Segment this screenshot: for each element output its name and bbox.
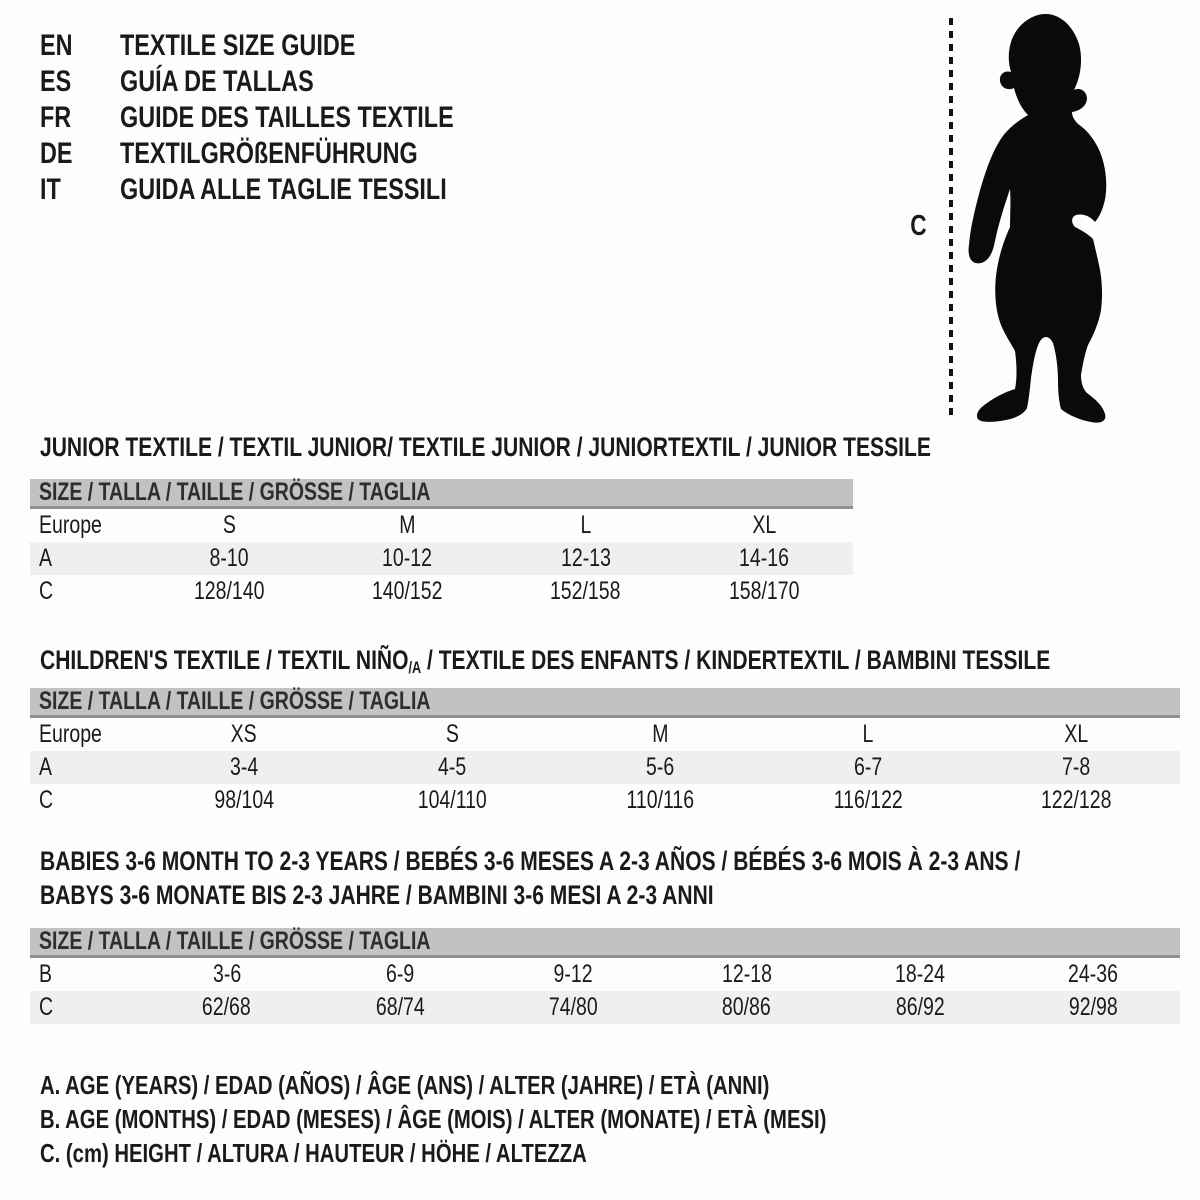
table-row (30, 509, 853, 542)
size-cell: XS (230, 720, 258, 748)
language-row-en (40, 28, 548, 64)
row-label: Europe (39, 720, 102, 748)
value-cell: 92/98 (1068, 993, 1118, 1021)
value-cell: 110/116 (626, 786, 694, 814)
size-cell: M (399, 511, 416, 539)
value-cell: 140/152 (372, 577, 443, 605)
guide-title-fr: GUIDE DES TAILLES TEXTILE (120, 101, 454, 134)
children-size-table (30, 688, 1180, 817)
height-measure-dashed-line (949, 18, 953, 416)
table-row (30, 991, 1180, 1024)
size-bar-label: SIZE / TALLA / TAILLE / GRÖSSE / TAGLIA (39, 687, 431, 715)
value-cell: 128/140 (193, 577, 265, 605)
value-cell: 122/128 (1040, 786, 1112, 814)
language-row-it (40, 172, 548, 208)
language-code: FR (40, 101, 72, 134)
value-cell: 3-4 (229, 753, 259, 781)
table-row (30, 542, 853, 575)
language-header (40, 28, 548, 208)
guide-title-it: GUIDA ALLE TAGLIE TESSILI (120, 173, 447, 206)
value-cell: 68/74 (375, 993, 425, 1021)
row-label: C (39, 993, 54, 1021)
legend-age-months: B. AGE (MONTHS) / EDAD (MESES) / ÂGE (MOIS) / ALTER (MONATE) / ETÀ (MESI) (40, 1103, 827, 1134)
size-bar-label: SIZE / TALLA / TAILLE / GRÖSSE / TAGLIA (39, 927, 431, 955)
height-measure-label: C (910, 210, 927, 242)
toddler-silhouette-icon (958, 12, 1140, 424)
value-cell: 5-6 (645, 753, 675, 781)
table-row (30, 575, 853, 608)
legend-age-years: A. AGE (YEARS) / EDAD (AÑOS) / ÂGE (ANS) / ALTER (JAHRE) / ETÀ (ANNI) (40, 1069, 770, 1100)
legend-height-cm: C. (cm) HEIGHT / ALTURA / HAUTEUR / HÖHE / ALTEZZA (40, 1137, 587, 1168)
language-row-de (40, 136, 548, 172)
size-cell: S (222, 511, 236, 539)
value-cell: 62/68 (202, 993, 252, 1021)
babies-section-title-line1: BABIES 3-6 MONTH TO 2-3 YEARS / BEBÉS 3-6 MESES A 2-3 AÑOS / BÉBÉS 3-6 MOIS À 2-3 ANS / (40, 846, 1021, 876)
value-cell: 12-13 (560, 544, 611, 572)
babies-size-table (30, 928, 1180, 1024)
value-cell: 8-10 (209, 544, 249, 572)
value-cell: 104/110 (417, 786, 487, 814)
junior-size-table (30, 479, 853, 608)
value-cell: 7-8 (1061, 753, 1091, 781)
size-cell: M (651, 720, 669, 748)
table-row (30, 718, 1180, 751)
row-label: C (39, 577, 54, 605)
children-section-title: CHILDREN'S TEXTILE / TEXTIL NIÑO/A / TEXTILE DES ENFANTS / KINDERTEXTIL / BAMBINI TESSILE (40, 645, 1051, 677)
table-row (30, 751, 1180, 784)
value-cell: 6-9 (385, 960, 415, 988)
value-cell: 116/122 (833, 786, 903, 814)
row-label: B (39, 960, 53, 988)
guide-title-en: TEXTILE SIZE GUIDE (120, 29, 356, 62)
row-label: Europe (39, 511, 102, 539)
size-bar-label: SIZE / TALLA / TAILLE / GRÖSSE / TAGLIA (39, 478, 431, 506)
language-code: IT (40, 173, 61, 206)
guide-title-es: GUÍA DE TALLAS (120, 65, 314, 98)
value-cell: 4-5 (437, 753, 467, 781)
value-cell: 10-12 (382, 544, 433, 572)
value-cell: 86/92 (895, 993, 945, 1021)
value-cell: 9-12 (553, 960, 593, 988)
value-cell: 12-18 (721, 960, 772, 988)
junior-section-title: JUNIOR TEXTILE / TEXTIL JUNIOR/ TEXTILE JUNIOR / JUNIORTEXTIL / JUNIOR TESSILE (40, 432, 931, 462)
value-cell: 158/170 (728, 577, 800, 605)
value-cell: 18-24 (895, 960, 945, 988)
guide-title-de: TEXTILGRÖßENFÜHRUNG (120, 137, 418, 170)
language-row-es (40, 64, 548, 100)
value-cell: 152/158 (550, 577, 621, 605)
value-cell: 3-6 (212, 960, 241, 988)
language-code: DE (40, 137, 73, 170)
row-label: C (39, 786, 54, 814)
table-row (30, 958, 1180, 991)
language-code: ES (40, 65, 72, 98)
value-cell: 98/104 (214, 786, 274, 814)
value-cell: 74/80 (548, 993, 598, 1021)
size-cell: XL (1064, 720, 1088, 748)
language-code: EN (40, 29, 73, 62)
measurement-legend (40, 1068, 1048, 1170)
row-label: A (39, 544, 53, 572)
value-cell: 80/86 (722, 993, 772, 1021)
row-label: A (39, 753, 53, 781)
size-cell: S (445, 720, 459, 748)
value-cell: 6-7 (853, 753, 883, 781)
babies-section-title-line2: BABYS 3-6 MONATE BIS 2-3 JAHRE / BAMBINI 3-6 MESI A 2-3 ANNI (40, 880, 714, 910)
table-row (30, 784, 1180, 817)
size-cell: L (580, 511, 592, 539)
language-row-fr (40, 100, 548, 136)
size-cell: L (862, 720, 874, 748)
value-cell: 14-16 (738, 544, 789, 572)
nino-a-subscript: /A (408, 658, 422, 677)
size-cell: XL (751, 511, 776, 539)
value-cell: 24-36 (1068, 960, 1119, 988)
